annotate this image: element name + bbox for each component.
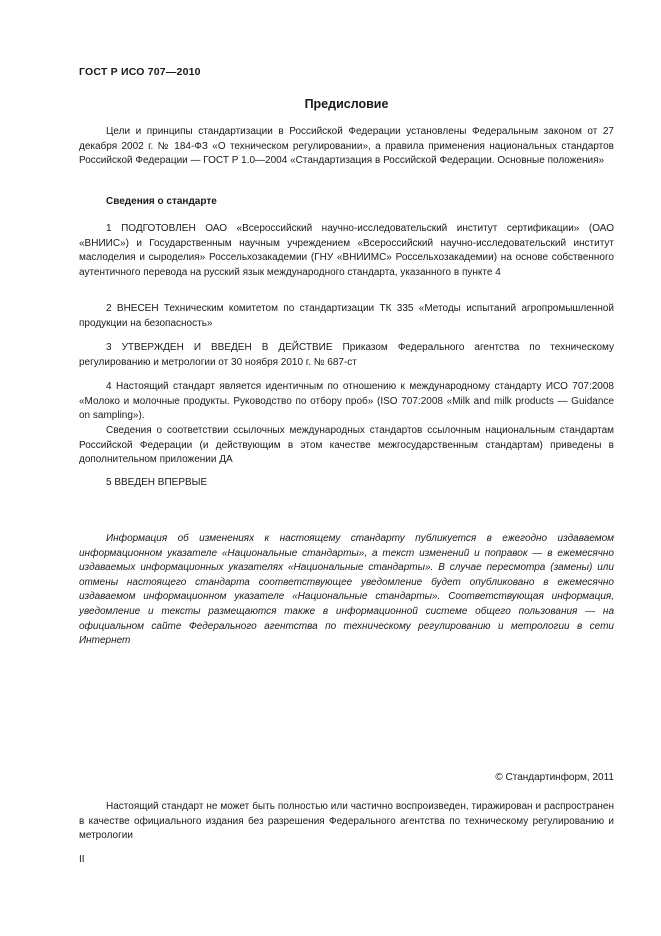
item-3-paragraph: 3 УТВЕРЖДЕН И ВВЕДЕН В ДЕЙСТВИЕ Приказом Федерального агентства по техническому регулированию и метрологии от 30 ноября 2010 г. № 687-ст xyxy=(79,342,614,368)
page-title: Предисловие xyxy=(304,97,389,111)
item-5-paragraph: 5 ВВЕДЕН ВПЕРВЫЕ xyxy=(106,477,208,488)
copyright-line: © Стандартинформ, 2011 xyxy=(495,772,614,783)
reproduction-notice-paragraph: Настоящий стандарт не может быть полностью или частично воспроизведен, тиражирован и распространен в качестве официального издания без разрешения Федерального агентства по техническому регулированию и метрологии xyxy=(79,801,614,842)
item-4-paragraph: 4 Настоящий стандарт является идентичным по отношению к международному стандарту ИСО 707:2008 «Молоко и молочные продукты. Руководство по отбору проб» (ISO 707:2008 «Milk and milk products — Guidance on sampling»). xyxy=(79,381,614,422)
item-2-paragraph: 2 ВНЕСЕН Техническим комитетом по стандартизации ТК 335 «Методы испытаний агропромышленной продукции на безопасность» xyxy=(79,303,614,329)
item-4-reference-paragraph: Сведения о соответствии ссылочных международных стандартов ссылочным национальным стандартам Российской Федерации (и действующим в этом качестве межгосударственным стандартам) приведены в дополнительном приложении ДА xyxy=(79,425,614,466)
item-1-paragraph: 1 ПОДГОТОВЛЕН ОАО «Всероссийский научно-исследовательский институт сертификации» (ОАО «ВНИИС») и Государственным научным учреждением «Всероссийский научно-исследовательский институт маслоделия и сыроделия» Россельхозакадемии (ГНУ «ВНИИМС» Россельхозакадемии) на основе собственного аутентичного перевода на русский язык международного стандарта, указанного в пункте 4 xyxy=(79,223,614,278)
intro-paragraph: Цели и принципы стандартизации в Российской Федерации установлены Федеральным законом от 27 декабря 2002 г. № 184-ФЗ «О техническом регулировании», а правила применения национальных стандартов Российской Федерации — ГОСТ Р 1.0—2004 «Стандартизация в Российской Федерации. Основные положения» xyxy=(79,126,614,167)
section-heading: Сведения о стандарте xyxy=(106,196,217,207)
document-header: ГОСТ Р ИСО 707—2010 xyxy=(79,66,201,78)
info-notice-paragraph: Информация об изменениях к настоящему стандарту публикуется в ежегодно издаваемом информационном указателе «Национальные стандарты», а текст изменений и поправок — в ежемесячно издаваемых информационных указателях «Национальные стандарты». В случае пересмотра (замены) или отмены настоящего стандарта соответствующее уведомление будет опубликовано в ежемесячно издаваемом информационном указателе «Национальные стандарты». Соответствующая информация, уведомление и тексты размещаются также в информационной системе общего пользования — на официальном сайте Федерального агентства по техническому регулированию и метрологии в сети Интернет xyxy=(79,533,614,647)
page-number: II xyxy=(79,854,85,865)
